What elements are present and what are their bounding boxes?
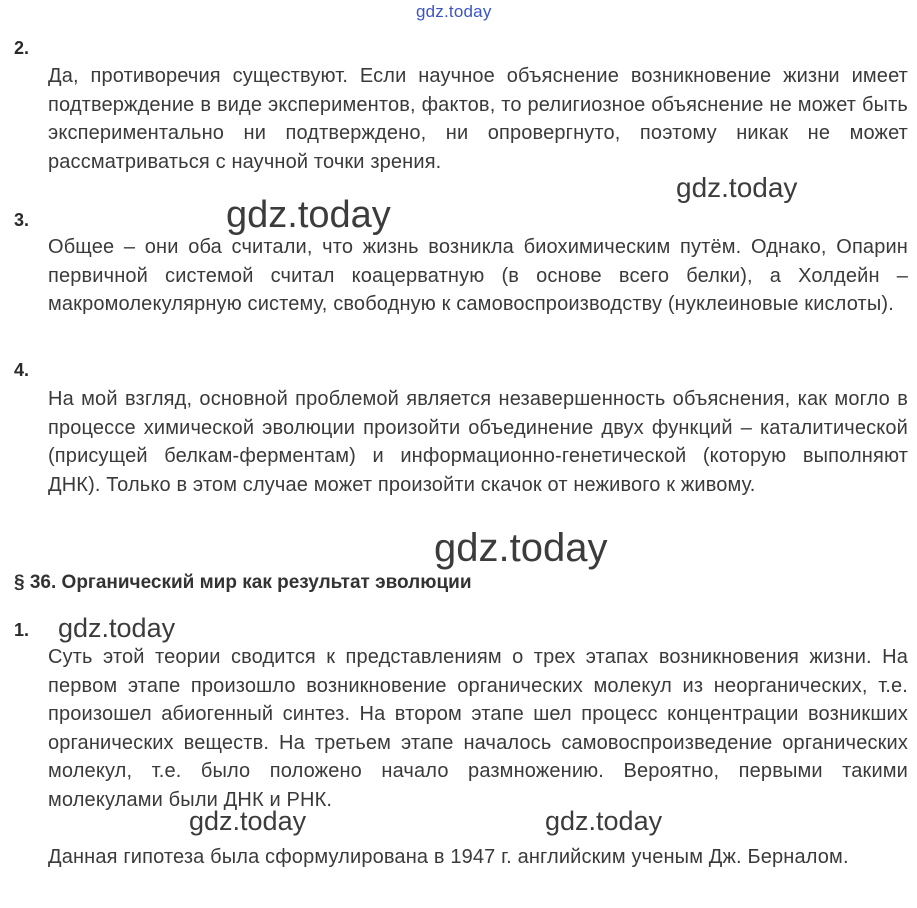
answer-text: Данная гипотеза была сформулирована в 1947 г. английским ученым Дж. Берналом. (48, 846, 849, 868)
section-heading: § 36. Органический мир как результат эволюции (14, 572, 472, 593)
answer-text: Суть этой теории сводится к представлениям о трех этапах возникновения жизни. На первом этапе произошло возникновение органических молекул из неорганических, т.е. произошел абиогенный синтез. На втором этапе шел процесс концентрации возникших органических веществ. На третьем этапе началось самовоспроизведение органических молекул, т.е. было положено начало размножению. Вероятно, первыми такими молекулами были ДНК и РНК. (48, 646, 908, 811)
answer-number: 2. (14, 38, 30, 58)
answer-number: 4. (14, 360, 30, 380)
answer-text: На мой взгляд, основной проблемой является незавершенность объяснения, как могло в процессе химической эволюции произойти объединение двух функций – каталитической (присущей белкам-ферментам) и информационно-генетической (которую выполняют ДНК). Только в этом случае может произойти скачок от неживого к живому. (48, 388, 908, 496)
watermark-top: gdz.today (416, 2, 492, 21)
watermark: gdz.today (545, 806, 663, 836)
watermark: gdz.today (58, 613, 176, 643)
answer-number: 1. (14, 620, 30, 640)
watermark: gdz.today (189, 806, 307, 836)
answer-text: Да, противоречия существуют. Если научное объяснение возникновение жизни имеет подтверждение в виде экспериментов, фактов, то религиозное объяснение не может быть экспериментально ни подтверждено, ни опровергнуто, поэтому никак не может рассматриваться с научной точки зрения. (48, 65, 908, 173)
watermark: gdz.today (434, 526, 608, 570)
watermark: gdz.today (226, 194, 391, 236)
watermark: gdz.today (676, 172, 798, 203)
answer-number: 3. (14, 210, 30, 230)
answer-text: Общее – они оба считали, что жизнь возникла биохимическим путём. Однако, Опарин первичной системой считал коацерватную (в основе всего белки), а Холдейн – макромолекулярную систему, свободную к самовоспроизводству (нуклеиновые кислоты). (48, 236, 908, 315)
